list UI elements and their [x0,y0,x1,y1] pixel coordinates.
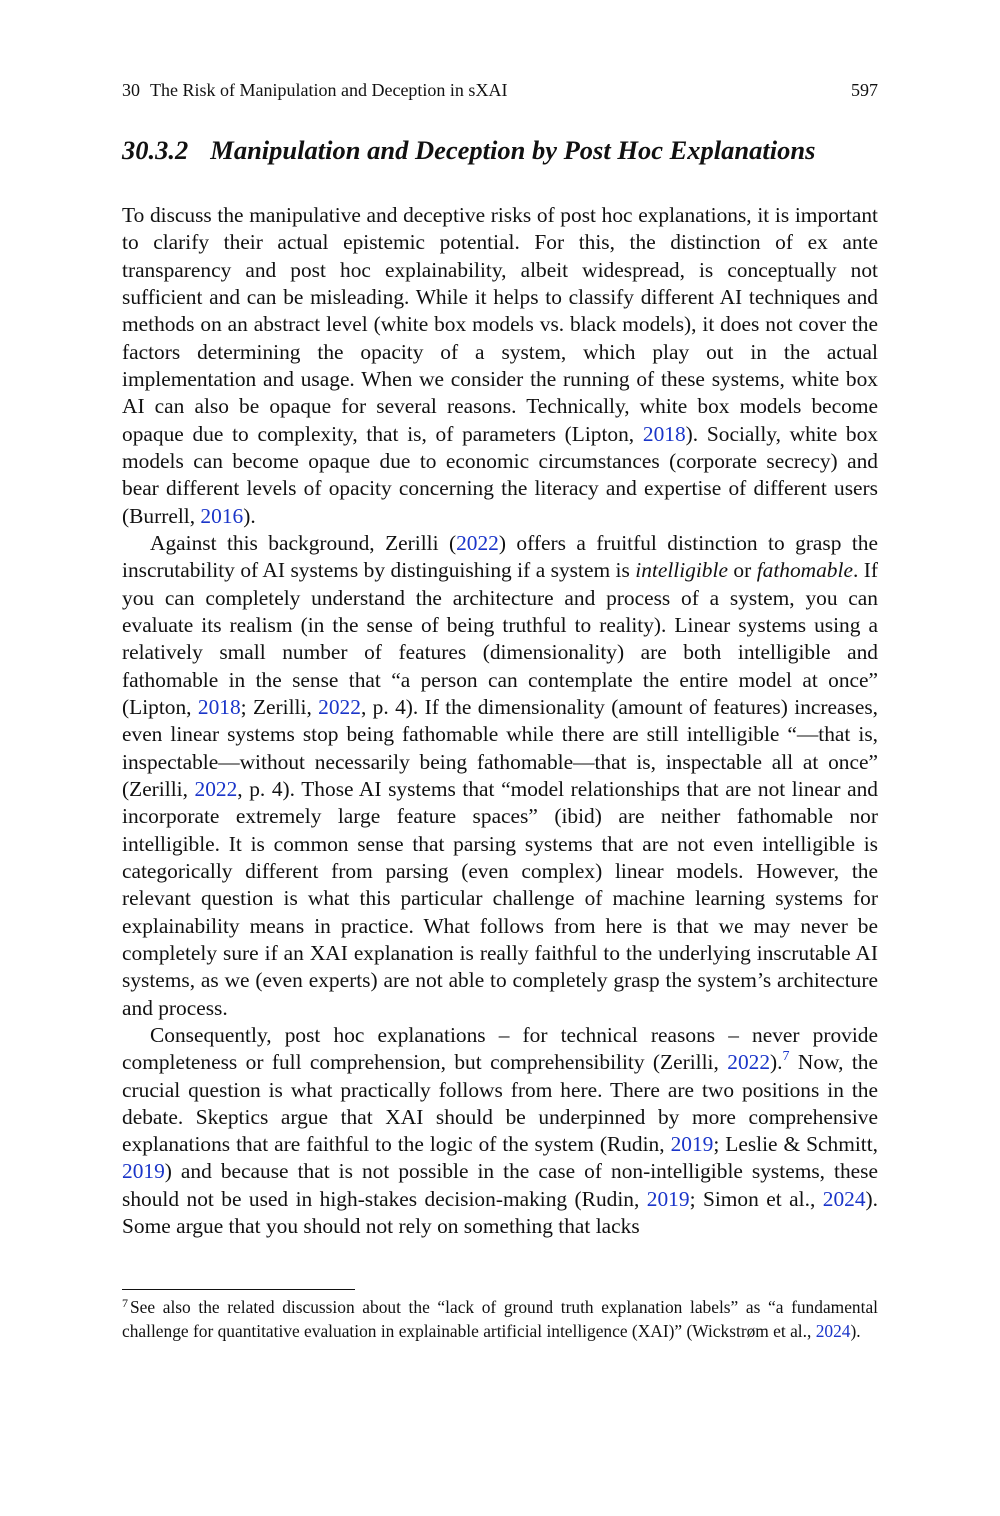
citation-link[interactable]: 2022 [727,1050,771,1075]
emphasis-term: intelligible [635,558,728,583]
page-number: 597 [851,80,878,100]
running-head [122,79,878,101]
citation-link[interactable]: 2018 [197,694,241,719]
section-number: 30.3.2 [122,135,189,165]
citation-link[interactable]: 2018 [642,421,686,446]
citation-link[interactable]: 2019 [670,1132,714,1157]
citation-link[interactable]: 2019 [122,1159,165,1184]
paragraph-1: To discuss the manipulative and deceptive risks of post hoc explanations, it is important to clarify their actual epistemic potential. For this, the distinction of ex ante transparency and post hoc explainability, albeit widespread, is conceptually not sufficient and can be misleading. While it helps to classify different AI techniques and methods on an abstract level (white box models vs. black models), it does not cover the factors determining the opacity of a system, which play out in the actual implementation and usage. When we consider the running of these systems, white box AI can also be opaque for several reasons. Technically, white box models become opaque due to complexity, that is, of parameters (Lipton, 2018). Socially, white box models can become opaque due to economic circumstances (corporate secrecy) and bear different levels of opacity concerning the literacy and expertise of different users (Burrell, 2016). [122,203,878,528]
paragraph-3: Consequently, post hoc explanations – for technical reasons – never provide completeness or full comprehension, but comprehensibility (Zerilli, 2022).$^7$ Now, the crucial question is what practically follows from here. There are two positions in the debate. Skeptics argue that XAI should be underpinned by more comprehensive explanations that are faithful to the logic of the system (Rudin, 2019; Leslie & Schmitt, 2019) and because that is not possible in the case of non-intelligible systems, these should not be used in high-stakes decision-making (Rudin, 2019; Simon et al., 2024). Some argue that you should not rely on something that lacks [122,1022,879,1239]
citation-link[interactable]: 2016 [200,503,244,528]
section-title: Manipulation and Deception by Post Hoc Explanations [210,135,816,165]
citation-link[interactable]: 2022 [318,694,361,719]
footnote-reference-link[interactable]: 7 [782,1049,790,1065]
chapter-number: 30 [122,80,140,100]
emphasis-term: fathomable [756,558,853,583]
citation-link[interactable]: 2022 [456,530,499,555]
section-heading [122,133,878,167]
citation-link[interactable]: 2024 [822,1186,866,1211]
citation-link[interactable]: 2019 [646,1186,690,1211]
footnote-divider [122,1289,355,1290]
paragraph-2: Against this background, Zerilli (2022) offers a fruitful distinction to grasp the inscrutability of AI systems by distinguishing if a system is intelligible or fathomable. If you can completely understand the architecture and process of a system, you can evaluate its realism (in the sense of being truthful to reality). Linear systems using a relatively small number of features (dimensionality) are both intelligible and fathomable in the sense that “a person can contemplate the entire model at once” (Lipton, 2018; Zerilli, 2022, p. 4). If the dimensionality (amount of features) increases, even linear systems stop being fathomable while there are still intelligible “—that is, inspectable—without necessarily being fathomable—that is, inspectable all at once” (Zerilli, 2022, p. 4). Those AI systems that “model relationships that are not linear and incorporate extremely large feature spaces” (ibid) are neither fathomable nor intelligible. It is common sense that parsing systems that are not even intelligible is categorically different from parsing (even complex) linear models. However, the relevant question is what this particular challenge of machine learning systems for explainability means in practice. What follows from here is that we may never be completely sure if an XAI explanation is really faithful to the underlying inscrutable AI systems, as we (even experts) are not able to completely grasp the system’s architecture and process. [122,530,878,1020]
body-text [122,202,878,1240]
chapter-title: The Risk of Manipulation and Deception in sXAI [150,80,508,100]
footnote-mark: 7 [122,1296,128,1310]
footnote: $^7$ See also the related discussion about the “lack of ground truth explanation labels” as “a fundamental challenge for quantitative evaluation in explainable artificial intelligence (XAI)” (Wickstrøm et al., 2024). [122,1296,878,1341]
citation-link[interactable]: 2022 [194,776,238,801]
citation-link[interactable]: 2024 [815,1320,851,1341]
